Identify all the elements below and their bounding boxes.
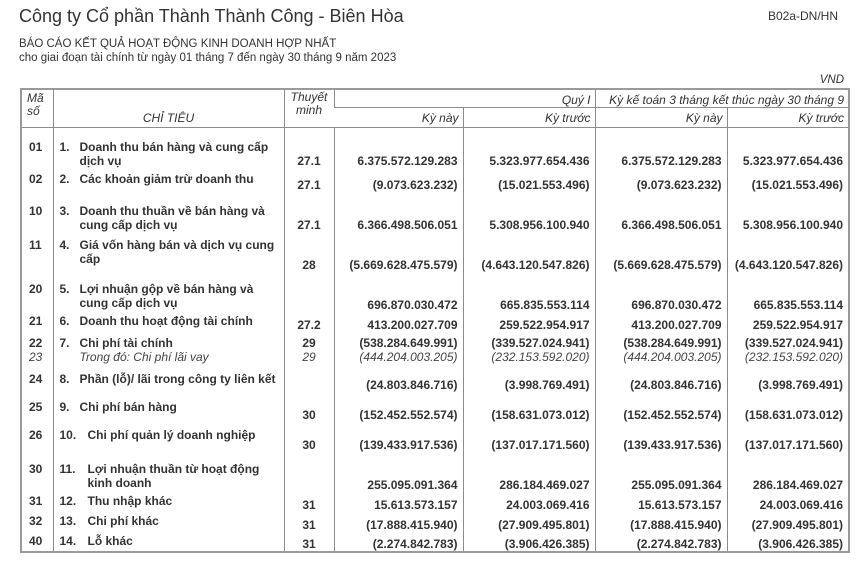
column-group-period: Kỳ kế toán 3 tháng kết thúc ngày 30 tháng 9 — [595, 89, 849, 108]
value-quarter-previous: 5.308.956.100.940 — [463, 192, 595, 232]
column-header-quarter-current: Kỳ này — [334, 108, 463, 128]
row-note — [284, 272, 334, 312]
row-item-number: 7. — [59, 336, 70, 350]
value-quarter-current: (444.204.003.205) — [334, 350, 463, 366]
column-header-period-previous: Kỳ trước — [727, 108, 849, 128]
row-item-label: Các khoản giảm trừ doanh thu — [79, 172, 254, 186]
table-row — [21, 168, 849, 192]
value-quarter-previous: 286.184.469.027 — [463, 452, 595, 492]
value-quarter-current: (24.803.846.716) — [334, 366, 463, 392]
value-period-current: 255.095.091.364 — [595, 452, 727, 492]
row-code: 26 — [29, 428, 43, 442]
row-note: 27.1 — [284, 192, 334, 232]
row-code: 23 — [29, 350, 43, 364]
row-item-number: 4. — [59, 238, 70, 252]
row-item-label: Lợi nhuận thuần từ hoạt động kinh doanh — [87, 462, 260, 490]
value-period-previous: 259.522.954.917 — [727, 312, 849, 332]
value-period-current: (5.669.628.475.579) — [595, 232, 727, 272]
value-period-previous: (3.906.426.385) — [727, 532, 849, 552]
value-quarter-previous: (3.906.426.385) — [463, 532, 595, 552]
value-period-previous: 5.308.956.100.940 — [727, 192, 849, 232]
row-item — [53, 350, 284, 366]
row-note: 31 — [284, 532, 334, 552]
income-statement-table — [20, 88, 850, 553]
value-period-current: (24.803.846.716) — [595, 366, 727, 392]
value-quarter-previous: 259.522.954.917 — [463, 312, 595, 332]
row-item — [53, 312, 284, 332]
value-period-previous: 5.323.977.654.436 — [727, 128, 849, 169]
company-name: Công ty Cổ phần Thành Thành Công - Biên Hòa — [19, 6, 404, 26]
value-period-current: 696.870.030.472 — [595, 272, 727, 312]
row-item-label: Lỗ khác — [87, 534, 133, 548]
row-note: 27.2 — [284, 312, 334, 332]
row-item-number: 6. — [59, 314, 70, 328]
row-code: 25 — [29, 400, 43, 414]
row-item-number: 12. — [59, 494, 77, 508]
table-row — [21, 422, 849, 452]
row-item — [53, 272, 284, 312]
value-period-previous: (137.017.171.560) — [727, 422, 849, 452]
value-quarter-previous: (27.909.495.801) — [463, 512, 595, 532]
value-quarter-current: 255.095.091.364 — [334, 452, 463, 492]
row-note — [284, 452, 334, 492]
table-row — [21, 272, 849, 312]
row-item-label: Chi phí tài chính — [79, 336, 173, 350]
row-item-label: Chi phí quản lý doanh nghiệp — [87, 428, 256, 442]
row-item — [53, 452, 284, 492]
table-row — [21, 512, 849, 532]
value-period-previous: (158.631.073.012) — [727, 392, 849, 422]
row-item-label: Chi phí khác — [87, 514, 159, 528]
row-code: 21 — [29, 314, 43, 328]
row-note: 29 — [284, 350, 334, 366]
row-item-label: Trong đó: Chi phí lãi vay — [79, 350, 209, 364]
column-header-item: CHỈ TIÊU — [53, 89, 284, 128]
row-item-number: 10. — [59, 428, 77, 442]
row-code: 22 — [29, 336, 43, 350]
row-code: 40 — [29, 534, 43, 548]
row-item-number: 1. — [59, 140, 70, 154]
row-code: 20 — [29, 282, 43, 296]
row-note: 31 — [284, 512, 334, 532]
table-body — [21, 128, 849, 553]
value-period-current: (2.274.842.783) — [595, 532, 727, 552]
value-quarter-current: (17.888.415.940) — [334, 512, 463, 532]
row-item-label: Doanh thu thuần về bán hàng và cung cấp dịch vụ — [79, 204, 265, 232]
column-group-quarter: Quý I — [334, 89, 595, 108]
value-quarter-previous: (3.998.769.491) — [463, 366, 595, 392]
value-quarter-current: 6.366.498.506.051 — [334, 192, 463, 232]
value-period-previous: (3.998.769.491) — [727, 366, 849, 392]
row-item-number: 8. — [59, 372, 70, 386]
value-quarter-current: (2.274.842.783) — [334, 532, 463, 552]
value-quarter-previous: (15.021.553.496) — [463, 168, 595, 192]
value-quarter-current: (139.433.917.536) — [334, 422, 463, 452]
table-row — [21, 350, 849, 366]
row-item — [53, 422, 284, 452]
value-period-current: 15.613.573.157 — [595, 492, 727, 512]
table-row — [21, 452, 849, 492]
row-item-number: 14. — [59, 534, 77, 548]
value-quarter-current: (9.073.623.232) — [334, 168, 463, 192]
row-item — [53, 512, 284, 532]
row-item — [53, 392, 284, 422]
value-period-current: 6.366.498.506.051 — [595, 192, 727, 232]
row-item — [53, 532, 284, 552]
value-quarter-previous: (232.153.592.020) — [463, 350, 595, 366]
row-note: 28 — [284, 232, 334, 272]
row-item — [53, 192, 284, 232]
report-title: BÁO CÁO KẾT QUẢ HOẠT ĐỘNG KINH DOANH HỢP NHẤT — [19, 38, 337, 50]
value-period-previous: (15.021.553.496) — [727, 168, 849, 192]
row-item-number: 11. — [59, 462, 76, 476]
row-note: 30 — [284, 422, 334, 452]
row-note: 27.1 — [284, 168, 334, 192]
value-period-current: (152.452.552.574) — [595, 392, 727, 422]
form-code: B02a-DN/HN — [767, 9, 838, 23]
table-row — [21, 532, 849, 552]
row-item — [53, 492, 284, 512]
row-item-label: Phần (lỗ)/ lãi trong công ty liên kết — [79, 372, 276, 386]
value-quarter-current: 6.375.572.129.283 — [334, 128, 463, 169]
value-quarter-current: 696.870.030.472 — [334, 272, 463, 312]
row-note: 29 — [284, 332, 334, 350]
column-header-quarter-previous: Kỳ trước — [463, 108, 595, 128]
value-period-previous: (232.153.592.020) — [727, 350, 849, 366]
row-code: 02 — [29, 172, 43, 186]
row-code: 32 — [29, 514, 43, 528]
row-item-number: 9. — [59, 400, 70, 414]
value-period-previous: 24.003.069.416 — [727, 492, 849, 512]
row-code: 24 — [29, 372, 43, 386]
value-period-previous: (4.643.120.547.826) — [727, 232, 849, 272]
row-item-label: Chi phí bán hàng — [79, 400, 177, 414]
row-item-label: Thu nhập khác — [87, 494, 173, 508]
row-code: 10 — [29, 204, 43, 218]
table-row — [21, 192, 849, 232]
row-code: 30 — [29, 462, 43, 476]
table-row — [21, 128, 849, 169]
value-period-current: (538.284.649.991) — [595, 332, 727, 350]
value-period-current: 6.375.572.129.283 — [595, 128, 727, 169]
value-quarter-current: (538.284.649.991) — [334, 332, 463, 350]
currency-label: VND — [819, 74, 844, 86]
row-item — [53, 232, 284, 272]
column-header-period-current: Kỳ này — [595, 108, 727, 128]
value-period-previous: (27.909.495.801) — [727, 512, 849, 532]
row-note: 27.1 — [284, 128, 334, 169]
table-row — [21, 392, 849, 422]
row-note: 31 — [284, 492, 334, 512]
report-period: cho giai đoạn tài chính từ ngày 01 tháng 7 đến ngày 30 tháng 9 năm 2023 — [19, 52, 397, 64]
value-period-current: (9.073.623.232) — [595, 168, 727, 192]
table-row — [21, 232, 849, 272]
value-quarter-current: 15.613.573.157 — [334, 492, 463, 512]
row-code: 11 — [29, 238, 42, 252]
value-period-previous: (339.527.024.941) — [727, 332, 849, 350]
table-row — [21, 492, 849, 512]
value-period-current: (444.204.003.205) — [595, 350, 727, 366]
value-quarter-current: 413.200.027.709 — [334, 312, 463, 332]
value-quarter-current: (5.669.628.475.579) — [334, 232, 463, 272]
row-item-label: Doanh thu bán hàng và cung cấp dịch vụ — [79, 140, 269, 168]
value-quarter-previous: (4.643.120.547.826) — [463, 232, 595, 272]
row-item-label: Doanh thu hoạt động tài chính — [79, 314, 253, 328]
value-quarter-previous: 665.835.553.114 — [463, 272, 595, 312]
value-quarter-current: (152.452.552.574) — [334, 392, 463, 422]
value-period-current: (139.433.917.536) — [595, 422, 727, 452]
column-header-note: Thuyết minh — [284, 89, 334, 128]
value-period-current: 413.200.027.709 — [595, 312, 727, 332]
row-note: 30 — [284, 392, 334, 422]
value-quarter-previous: 24.003.069.416 — [463, 492, 595, 512]
row-item-number: 3. — [59, 204, 70, 218]
column-header-code: Mã số — [27, 91, 44, 118]
table-row — [21, 312, 849, 332]
row-item — [53, 128, 284, 169]
table-row — [21, 332, 849, 350]
value-period-previous: 286.184.469.027 — [727, 452, 849, 492]
value-quarter-previous: (158.631.073.012) — [463, 392, 595, 422]
value-period-previous: 665.835.553.114 — [727, 272, 849, 312]
row-item — [53, 366, 284, 392]
value-quarter-previous: (339.527.024.941) — [463, 332, 595, 350]
row-note — [284, 366, 334, 392]
row-item-number: 5. — [59, 282, 70, 296]
value-period-current: (17.888.415.940) — [595, 512, 727, 532]
value-quarter-previous: 5.323.977.654.436 — [463, 128, 595, 169]
row-item — [53, 332, 284, 350]
row-code: 01 — [29, 140, 43, 154]
value-quarter-previous: (137.017.171.560) — [463, 422, 595, 452]
row-item — [53, 168, 284, 192]
row-item-label: Giá vốn hàng bán và dịch vụ cung cấp — [79, 238, 275, 266]
table-row — [21, 366, 849, 392]
row-item-number: 13. — [59, 514, 77, 528]
row-item-label: Lợi nhuận gộp về bán hàng và cung cấp dịch vụ — [79, 282, 254, 310]
row-code: 31 — [29, 494, 43, 508]
row-item-number: 2. — [59, 172, 70, 186]
